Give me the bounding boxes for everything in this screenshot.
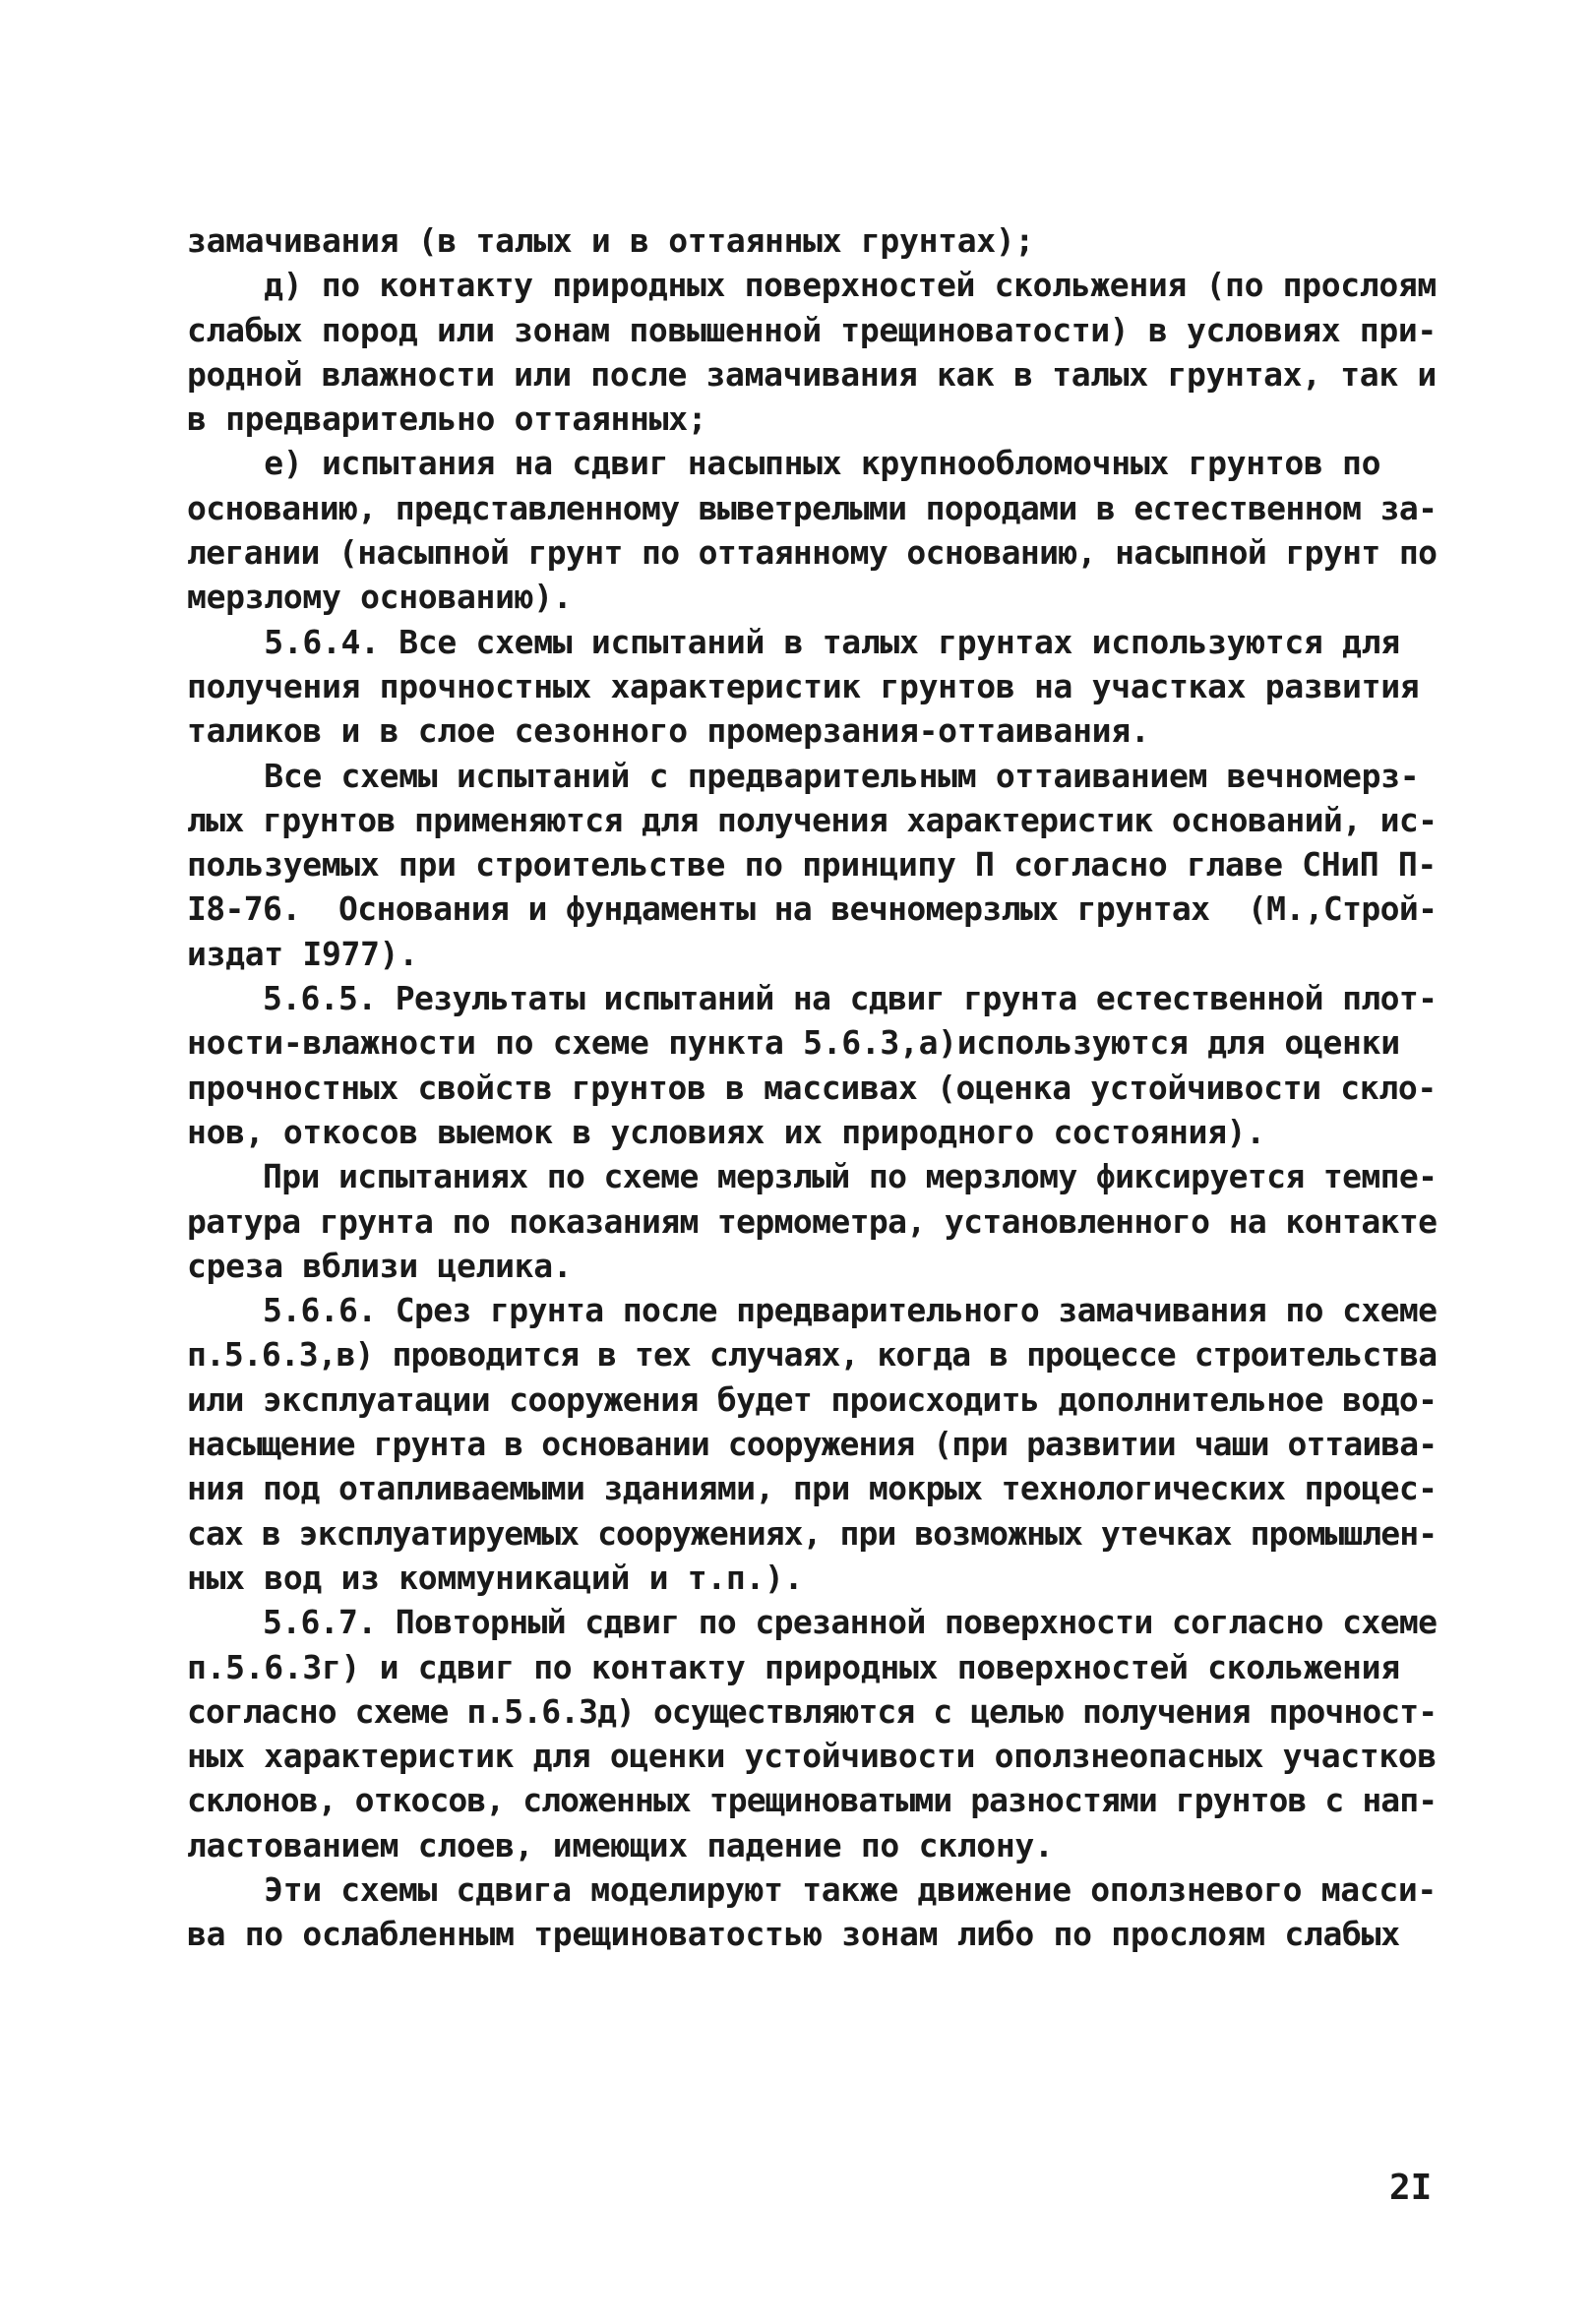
text-line: нов, откосов выемок в условиях их природного состояния).: [187, 1112, 1265, 1151]
text-line: слабых пород или зонам повышенной трещиноватости) в условиях при-: [187, 310, 1437, 349]
text-line: замачивания (в талых и в оттаянных грунтах);: [187, 221, 1034, 260]
text-line: издат I977).: [187, 934, 418, 973]
text-line: сах в эксплуатируемых сооружениях, при возможных утечках промышлен-: [187, 1513, 1438, 1553]
text-line: родной влажности или после замачивания как в талых грунтах, так и: [187, 354, 1437, 394]
text-line: склонов, откосов, сложенных трещиноватыми разностями грунтов с нап-: [187, 1781, 1438, 1820]
text-line: Эти схемы сдвига моделируют также движение оползневого масси-: [187, 1869, 1437, 1909]
text-line: ратура грунта по показаниям термометра, установленного на контакте: [187, 1201, 1438, 1241]
text-line: п.5.6.3,в) проводится в тех случаях, когда в процессе строительства: [187, 1335, 1438, 1375]
text-line: 5.6.4. Все схемы испытаний в талых грунтах используются для: [187, 622, 1400, 661]
body-text: [187, 218, 1437, 1957]
text-line: в предварительно оттаянных;: [187, 399, 707, 439]
text-line: ластованием слоев, имеющих падение по склону.: [187, 1825, 1054, 1865]
text-line: 5.6.7. Повторный сдвиг по срезанной поверхности согласно схеме: [187, 1603, 1438, 1642]
text-line: Все схемы испытаний с предварительным оттаиванием вечномерз-: [187, 756, 1420, 795]
text-line: ности-влажности по схеме пункта 5.6.3,а)используются для оценки: [187, 1023, 1400, 1063]
text-line: основанию, представленному выветрелыми породами в естественном за-: [187, 488, 1438, 527]
text-line: согласно схеме п.5.6.3д) осуществляются с целью получения прочност-: [187, 1691, 1438, 1731]
text-line: среза вблизи целика.: [187, 1246, 573, 1285]
text-line: I8-76. Основания и фундаменты на вечномерзлых грунтах (М.,Строй-: [187, 889, 1438, 929]
text-line: пользуемых при строительстве по принципу П согласно главе СНиП П-: [187, 845, 1437, 885]
text-line: насыщение грунта в основании сооружения (при развитии чаши оттаива-: [187, 1425, 1438, 1464]
text-line: п.5.6.3г) и сдвиг по контакту природных поверхностей скольжения: [187, 1647, 1400, 1686]
text-line: ва по ослабленным трещиноватостью зонам либо по прослоям слабых: [187, 1915, 1400, 1954]
page-number: 2I: [1389, 2168, 1433, 2208]
text-line: лых грунтов применяются для получения характеристик оснований, ис-: [187, 800, 1438, 839]
text-line: е) испытания на сдвиг насыпных крупнообломочных грунтов по: [187, 444, 1381, 483]
text-line: ния под отапливаемыми зданиями, при мокрых технологических процес-: [187, 1469, 1438, 1508]
text-line: д) по контакту природных поверхностей скольжения (по прослоям: [187, 266, 1437, 305]
text-line: прочностных свойств грунтов в массивах (оценка устойчивости скло-: [187, 1068, 1437, 1107]
text-line: ных характеристик для оценки устойчивости оползнеопасных участков: [187, 1737, 1437, 1776]
text-line: 5.6.5. Результаты испытаний на сдвиг грунта естественной плот-: [187, 979, 1438, 1018]
text-line: При испытаниях по схеме мерзлый по мерзлому фиксируется темпе-: [187, 1157, 1438, 1196]
text-line: 5.6.6. Срез грунта после предварительного замачивания по схеме: [187, 1291, 1438, 1330]
text-line: легании (насыпной грунт по оттаянному основанию, насыпной грунт по: [187, 533, 1438, 573]
text-line: или эксплуатации сооружения будет происходить дополнительное водо-: [187, 1379, 1438, 1419]
text-line: ных вод из коммуникаций и т.п.).: [187, 1558, 804, 1597]
text-line: таликов и в слое сезонного промерзания-оттаивания.: [187, 711, 1150, 751]
text-line: мерзлому основанию).: [187, 578, 573, 617]
text-line: получения прочностных характеристик грунтов на участках развития: [187, 666, 1420, 705]
